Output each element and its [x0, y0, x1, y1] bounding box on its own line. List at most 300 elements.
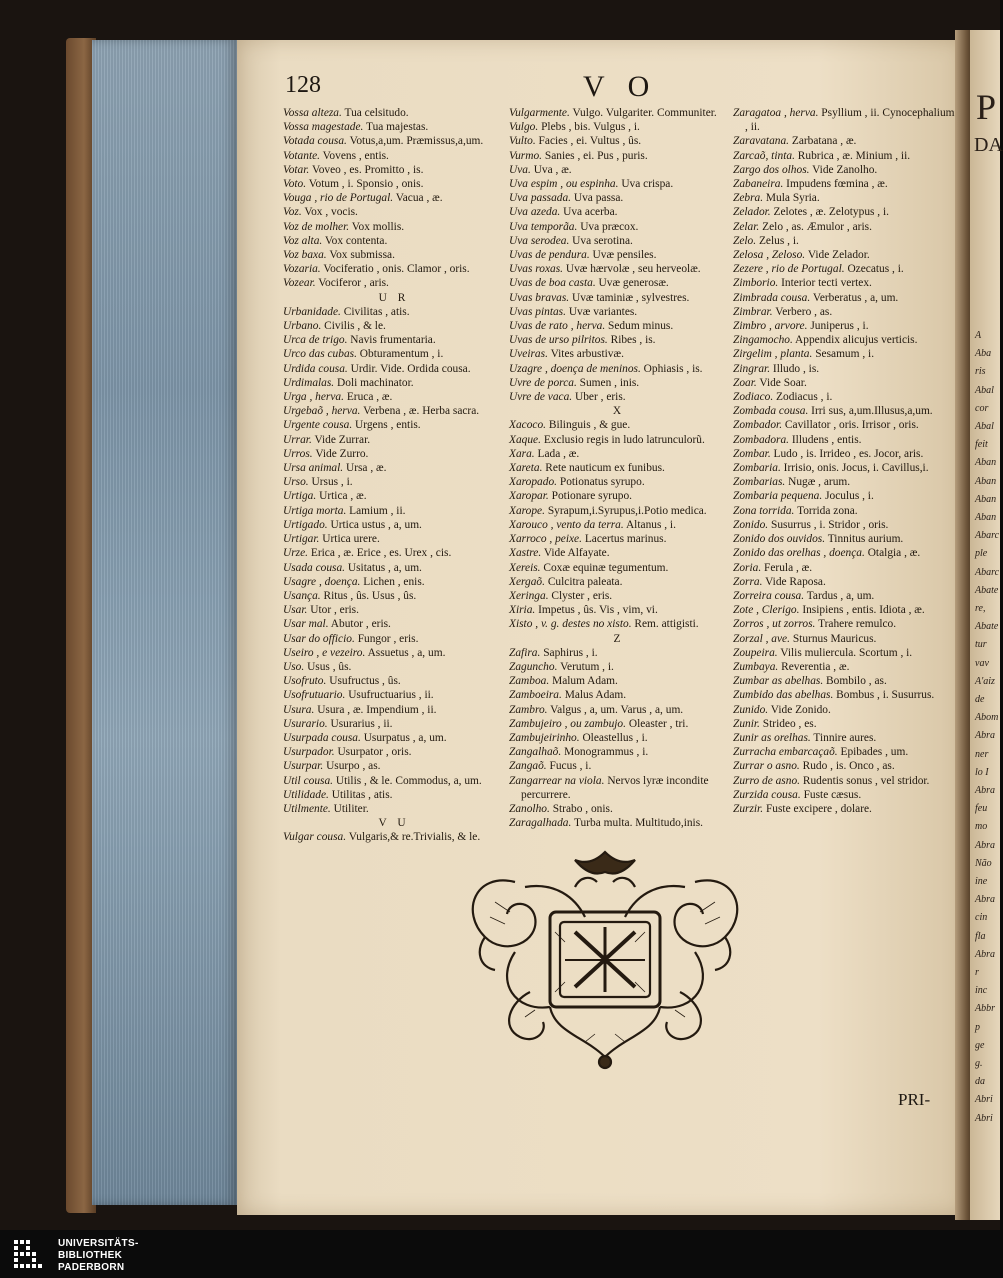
entry-headword: Uva azeda. — [509, 206, 561, 219]
entry-headword: Urtigado. — [283, 518, 328, 531]
entry-definition: Navis frumentaria. — [350, 334, 436, 347]
dictionary-entry — [283, 759, 505, 773]
entry-headword: Zurro de asno. — [733, 774, 800, 787]
entry-headword: Zumbido das abelhas. — [733, 689, 834, 702]
facing-page-line: Abal — [975, 421, 994, 432]
dictionary-entry — [283, 376, 505, 390]
entry-definition: Usura , æ. Impendium , ii. — [317, 703, 437, 716]
dictionary-entry — [509, 532, 729, 546]
entry-definition: Illudens , entis. — [791, 433, 862, 446]
library-logo-line: UNIVERSITÄTS- — [58, 1238, 139, 1249]
entry-definition: Ursa , æ. — [345, 462, 387, 475]
entry-headword: Urze. — [283, 547, 308, 560]
entry-definition: Malus Adam. — [564, 689, 627, 702]
entry-definition: Vox submissa. — [329, 249, 395, 262]
entry-headword: Zurzir. — [733, 802, 764, 815]
entry-headword: Usofruto. — [283, 675, 327, 688]
dictionary-entry — [283, 617, 505, 631]
entry-headword: Urdimalas. — [283, 376, 335, 389]
entry-headword: Uvas de rato , herva. — [509, 320, 606, 333]
entry-headword: Zumbar as abelhas. — [733, 675, 824, 688]
entry-headword: Xereis. — [509, 561, 541, 574]
entry-definition: Sumen , inis. — [579, 376, 640, 389]
facing-page-line: Não — [975, 857, 992, 869]
dictionary-entry — [733, 504, 955, 518]
entry-headword: Zebra. — [733, 192, 764, 205]
entry-definition: Usurarius , ii. — [330, 717, 393, 730]
entry-headword: Votada cousa. — [283, 135, 347, 148]
entry-definition: Urdir. Vide. Ordida cousa. — [350, 362, 471, 375]
entry-headword: Zorra. — [733, 575, 763, 588]
entry-definition: Vites arbustivæ. — [550, 348, 624, 361]
entry-definition: Usurpator , oris. — [337, 746, 412, 759]
dictionary-entry — [283, 603, 505, 617]
dictionary-entry — [733, 418, 955, 432]
dictionary-entry — [733, 802, 955, 816]
entry-definition: Tua celsitudo. — [344, 107, 409, 119]
entry-headword: Xaropado. — [509, 476, 557, 489]
facing-page-line: r — [975, 967, 979, 978]
entry-headword: Vulgar cousa. — [283, 831, 347, 844]
dictionary-entry — [733, 134, 955, 148]
entry-definition: Strideo , es. — [762, 717, 817, 730]
entry-headword: Usurpador. — [283, 746, 335, 759]
dictionary-entry — [733, 688, 955, 702]
entry-definition: Assuetus , a, um. — [367, 646, 446, 659]
entry-definition: Appendix alicujus verticis. — [795, 334, 918, 347]
library-logo — [12, 1238, 162, 1272]
entry-definition: Cavillator , oris. Irrisor , oris. — [784, 419, 919, 432]
facing-page-line: inc — [975, 985, 988, 997]
entry-headword: Zaragalhada. — [509, 817, 572, 830]
entry-headword: Zelador. — [733, 206, 771, 219]
entry-definition: Rudentis sonus , vel stridor. — [802, 774, 930, 787]
dictionary-column-1 — [283, 106, 505, 845]
dictionary-entry — [733, 518, 955, 532]
dictionary-entry — [283, 305, 505, 319]
dictionary-entry — [283, 120, 505, 134]
dictionary-entry — [509, 646, 729, 660]
entry-definition: Votum , i. Sponsio , onis. — [308, 178, 424, 191]
entry-headword: Xeringa. — [509, 589, 549, 602]
entry-definition: Ludo , is. Irrideo , es. Jocor, aris. — [773, 447, 924, 460]
entry-headword: Zombaria. — [733, 462, 781, 475]
entry-headword: Urtiga. — [283, 490, 317, 503]
entry-definition: Verutum , i. — [560, 660, 614, 673]
entry-definition: Irri sus, a,um.Illusus,a,um. — [811, 405, 933, 418]
entry-definition: Nervos lyræ incondite percurrere. — [521, 774, 709, 801]
entry-definition: Nugæ , arum. — [788, 476, 851, 489]
dictionary-entry — [733, 234, 955, 248]
dictionary-entry — [283, 205, 505, 219]
dictionary-entry — [283, 134, 505, 148]
entry-headword: Zafira. — [509, 646, 541, 659]
library-logo-line: PADERBORN — [58, 1262, 125, 1273]
entry-headword: Utilidade. — [283, 788, 329, 801]
entry-definition: Fungor , eris. — [357, 632, 419, 645]
dictionary-entry — [509, 575, 729, 589]
entry-definition: Obturamentum , i. — [359, 348, 444, 361]
dictionary-entry — [733, 603, 955, 617]
dictionary-entry — [509, 816, 729, 830]
dictionary-entry — [283, 518, 505, 532]
dictionary-entry — [733, 489, 955, 503]
facing-page-line: feu — [975, 803, 988, 815]
entry-headword: Ursa animal. — [283, 462, 344, 475]
entry-headword: Zingamocho. — [733, 334, 793, 347]
dictionary-entry — [509, 518, 729, 532]
facing-page-line: da — [975, 1076, 985, 1088]
entry-headword: Zorzal , ave. — [733, 632, 790, 645]
entry-headword: Utilmente. — [283, 802, 331, 815]
entry-headword: Zorreira cousa. — [733, 589, 805, 602]
dictionary-entry — [733, 759, 955, 773]
entry-headword: Zingrar. — [733, 362, 771, 375]
dictionary-entry — [509, 120, 729, 134]
dictionary-entry — [283, 660, 505, 674]
facing-page-line: Aban — [975, 512, 997, 523]
dictionary-entry — [733, 362, 955, 376]
entry-definition: Vilis muliercula. Scortum , i. — [780, 646, 913, 659]
entry-headword: Vulto. — [509, 135, 536, 148]
entry-definition: Doli machinator. — [337, 376, 414, 389]
entry-definition: Altanus , i. — [625, 518, 676, 531]
entry-headword: Uva serodea. — [509, 234, 570, 247]
dictionary-entry — [283, 632, 505, 646]
dictionary-entry — [283, 731, 505, 745]
page-number: 128 — [285, 72, 321, 98]
facing-page-line: Abarc — [975, 530, 1000, 542]
entry-definition: Potionare syrupo. — [551, 490, 632, 503]
dictionary-entry — [283, 717, 505, 731]
facing-page-line: Abra — [975, 894, 995, 906]
dictionary-entry — [283, 646, 505, 660]
entry-headword: Urros. — [283, 447, 313, 460]
entry-headword: Voz alta. — [283, 234, 323, 247]
facing-page-line: g. — [975, 1058, 983, 1069]
entry-headword: Uso. — [283, 660, 305, 673]
entry-definition: Voveo , es. Promitto , is. — [311, 163, 424, 176]
entry-headword: Uveiras. — [509, 348, 548, 361]
dictionary-entry — [733, 632, 955, 646]
entry-headword: Xara. — [509, 447, 535, 460]
entry-definition: Usufructus , ûs. — [329, 675, 401, 688]
dictionary-entry — [509, 291, 729, 305]
entry-headword: Uva temporãa. — [509, 220, 578, 233]
entry-definition: Rete nauticum ex funibus. — [545, 462, 665, 475]
entry-definition: Saphirus , i. — [543, 646, 598, 659]
dictionary-entry — [283, 390, 505, 404]
entry-headword: Zangaõ. — [509, 760, 547, 773]
entry-headword: Urgente cousa. — [283, 419, 353, 432]
dictionary-entry — [509, 376, 729, 390]
entry-definition: Zelotes , æ. Zelotypus , i. — [773, 206, 890, 219]
entry-definition: Usufructuarius , ii. — [348, 689, 434, 702]
dictionary-entry — [733, 461, 955, 475]
entry-definition: Usurpatus , a, um. — [363, 731, 447, 744]
entry-headword: Usança. — [283, 589, 321, 602]
dictionary-entry — [283, 191, 505, 205]
entry-headword: Zodiaco. — [733, 391, 774, 404]
dictionary-entry — [509, 305, 729, 319]
entry-definition: Zarbatana , æ. — [791, 135, 857, 148]
entry-headword: Zabaneira. — [733, 178, 784, 191]
entry-definition: Lada , æ. — [537, 447, 580, 460]
ornament-vignette — [455, 842, 755, 1072]
dictionary-entry — [509, 433, 729, 447]
entry-headword: Zombar. — [733, 447, 771, 460]
dictionary-entry — [509, 447, 729, 461]
entry-definition: Potionatus syrupo. — [559, 476, 645, 489]
dictionary-entry — [283, 774, 505, 788]
entry-definition: Uvæ pensiles. — [592, 249, 657, 262]
dictionary-entry — [733, 589, 955, 603]
entry-definition: Zelo , as. Æmulor , aris. — [762, 220, 872, 233]
entry-definition: Verbena , æ. Herba sacra. — [363, 405, 480, 418]
entry-headword: Urbano. — [283, 320, 322, 333]
entry-headword: Vossa magestade. — [283, 121, 364, 134]
dictionary-entry — [509, 617, 729, 631]
entry-headword: Zoar. — [733, 376, 757, 389]
dictionary-entry — [283, 688, 505, 702]
facing-page-line: Abal — [975, 384, 994, 396]
dictionary-entry — [733, 149, 955, 163]
entry-definition: Vox mollis. — [351, 220, 405, 233]
entry-headword: Zarcaõ, tinta. — [733, 149, 795, 162]
entry-headword: Zelar. — [733, 220, 760, 233]
dictionary-entry — [283, 234, 505, 248]
dictionary-entry — [283, 703, 505, 717]
dictionary-entry — [733, 575, 955, 589]
entry-definition: Valgus , a, um. Varus , a, um. — [550, 703, 684, 716]
dictionary-entry — [733, 376, 955, 390]
dictionary-entry — [283, 461, 505, 475]
entry-definition: Sesamum , i. — [815, 348, 875, 361]
entry-headword: Urdida cousa. — [283, 362, 348, 375]
entry-headword: Util cousa. — [283, 774, 333, 787]
entry-headword: Zombaria pequena. — [733, 490, 823, 503]
facing-page-line: Aban — [975, 457, 997, 469]
facing-page-line: A'aiz — [975, 675, 995, 687]
entry-headword: Zimbrar. — [733, 305, 773, 318]
dictionary-entry — [733, 703, 955, 717]
entry-definition: Vide Soar. — [759, 376, 807, 389]
dictionary-entry — [733, 617, 955, 631]
dictionary-entry — [733, 163, 955, 177]
entry-headword: Zambro. — [509, 703, 548, 716]
facing-page-line: ner — [975, 748, 989, 760]
entry-definition: Trahere remulco. — [818, 618, 897, 631]
entry-headword: Uvre de vaca. — [509, 391, 573, 404]
dictionary-entry — [509, 504, 729, 518]
dictionary-entry — [733, 674, 955, 688]
entry-headword: Urbanidade. — [283, 305, 341, 318]
dictionary-entry — [283, 248, 505, 262]
entry-headword: Xaque. — [509, 433, 541, 446]
dictionary-entry — [509, 205, 729, 219]
dictionary-entry — [283, 177, 505, 191]
dictionary-entry — [283, 319, 505, 333]
dictionary-entry — [733, 106, 955, 134]
dictionary-entry — [733, 220, 955, 234]
entry-headword: Usar. — [283, 604, 308, 617]
entry-definition: Vociferor , aris. — [318, 277, 389, 290]
entry-definition: Utor , eris. — [310, 604, 359, 617]
facing-page-line: Aban — [975, 475, 997, 487]
entry-definition: Vacua , æ. — [395, 192, 443, 205]
entry-headword: Zombarias. — [733, 476, 786, 489]
entry-definition: Oleaster , tri. — [628, 717, 689, 730]
entry-headword: Uva espim , ou espinha. — [509, 178, 619, 191]
dictionary-entry — [733, 177, 955, 191]
facing-page-line: A — [975, 330, 982, 341]
entry-definition: Uber , eris. — [575, 391, 626, 404]
dictionary-entry — [509, 106, 729, 120]
entry-definition: Epibades , um. — [840, 746, 909, 759]
entry-definition: Zodiacus , i. — [776, 391, 833, 404]
dictionary-entry — [283, 532, 505, 546]
entry-definition: Clyster , eris. — [551, 589, 613, 602]
entry-definition: Vide Zanolho. — [812, 163, 878, 176]
dictionary-entry — [733, 475, 955, 489]
dictionary-entry — [509, 561, 729, 575]
dictionary-entry — [509, 475, 729, 489]
dictionary-entry — [733, 347, 955, 361]
entry-definition: Verbero , as. — [775, 305, 833, 318]
entry-definition: Rudo , is. Onco , as. — [802, 760, 895, 773]
dictionary-entry — [733, 333, 955, 347]
entry-definition: Vox , vocis. — [304, 206, 358, 219]
entry-headword: Zaguncho. — [509, 660, 558, 673]
dictionary-entry — [283, 802, 505, 816]
section-letter: X — [612, 405, 626, 418]
entry-definition: Utiliter. — [333, 802, 369, 815]
facing-page-line: Abra — [975, 948, 995, 960]
dictionary-entry — [509, 589, 729, 603]
entry-definition: Impetus , ûs. Vis , vim, vi. — [538, 604, 658, 617]
library-logo-line: BIBLIOTHEK — [58, 1250, 123, 1261]
entry-headword: Vossa alteza. — [283, 107, 342, 119]
entry-definition: Vide Zurrar. — [314, 433, 371, 446]
entry-headword: Uvas de pendura. — [509, 249, 590, 262]
dictionary-entry — [733, 731, 955, 745]
entry-headword: Voz baxa. — [283, 249, 327, 262]
entry-headword: Urga , herva. — [283, 391, 344, 404]
entry-definition: Bombilo , as. — [826, 675, 887, 688]
entry-definition: Uva serotina. — [572, 234, 633, 247]
entry-headword: Zamboeira. — [509, 689, 562, 702]
entry-headword: Xaropar. — [509, 490, 549, 503]
entry-definition: Uva acerba. — [563, 206, 618, 219]
dictionary-entry — [283, 745, 505, 759]
dictionary-entry — [283, 674, 505, 688]
dictionary-entry — [509, 149, 729, 163]
entry-headword: Usada cousa. — [283, 561, 346, 574]
facing-page-heading: DA — [974, 134, 1003, 156]
entry-definition: Rem. attigisti. — [634, 618, 699, 631]
dictionary-entry — [509, 134, 729, 148]
dictionary-entry — [733, 447, 955, 461]
section-letter: U R — [378, 291, 410, 304]
entry-definition: Utilis , & le. Commodus, a, um. — [335, 774, 482, 787]
entry-definition: Susurrus , i. Stridor , oris. — [771, 518, 889, 531]
entry-definition: Psyllium , ii. Cynocephalium , ii. — [745, 107, 955, 134]
entry-definition: Vociferatio , onis. Clamor , oris. — [323, 263, 470, 276]
entry-definition: Zelus , i. — [758, 234, 799, 247]
entry-headword: Zamboa. — [509, 675, 550, 688]
entry-definition: Ferula , æ. — [764, 561, 813, 574]
library-logo-text — [58, 1238, 139, 1274]
entry-headword: Usar do officio. — [283, 632, 355, 645]
entry-headword: Zombada cousa. — [733, 405, 809, 418]
entry-headword: Usura. — [283, 703, 315, 716]
entry-definition: Bilinguis , & gue. — [548, 419, 631, 432]
dictionary-entry — [509, 774, 729, 802]
entry-headword: Vulgarmente. — [509, 107, 570, 119]
entry-headword: Urtiga morta. — [283, 504, 347, 517]
entry-headword: Zombador. — [733, 419, 783, 432]
entry-definition: Tua majestas. — [366, 121, 429, 134]
entry-headword: Vouga , rio de Portugal. — [283, 192, 394, 205]
dictionary-entry — [283, 362, 505, 376]
dictionary-entry — [509, 603, 729, 617]
entry-headword: Urco das cubas. — [283, 348, 357, 361]
entry-definition: Uva crispa. — [621, 178, 674, 191]
dictionary-entry — [509, 347, 729, 361]
entry-definition: Torrida zona. — [797, 504, 858, 517]
dictionary-entry — [733, 561, 955, 575]
entry-definition: Urtica , æ. — [319, 490, 367, 503]
entry-headword: Zurrar o asno. — [733, 760, 800, 773]
dictionary-entry — [733, 248, 955, 262]
section-letter: Z — [613, 632, 625, 645]
entry-headword: Uvas de boa casta. — [509, 277, 596, 290]
entry-definition: Uva præcox. — [580, 220, 639, 233]
library-logo-icon — [12, 1238, 50, 1274]
entry-headword: Zangarrear na viola. — [509, 774, 605, 787]
facing-page-line: ple — [975, 548, 988, 560]
entry-definition: Usus , ûs. — [307, 660, 352, 673]
dictionary-entry — [733, 291, 955, 305]
entry-headword: Uvas de urso pilritos. — [509, 334, 608, 347]
dictionary-entry — [509, 248, 729, 262]
entry-headword: Xastre. — [509, 547, 542, 560]
facing-page-line: Abri — [975, 1112, 993, 1124]
dictionary-entry — [283, 504, 505, 518]
entry-definition: Strabo , onis. — [552, 802, 613, 815]
dictionary-entry — [283, 262, 505, 276]
facing-page-line: cor — [975, 402, 989, 414]
entry-headword: Usagre , doença. — [283, 575, 361, 588]
dictionary-entry — [283, 561, 505, 575]
entry-headword: Zirgelim , planta. — [733, 348, 813, 361]
entry-headword: Vozear. — [283, 277, 316, 290]
entry-definition: Tardus , a, um. — [806, 589, 875, 602]
entry-headword: Usurpada cousa. — [283, 731, 361, 744]
entry-headword: Zorros , ut zorros. — [733, 618, 816, 631]
dictionary-entry — [509, 390, 729, 404]
dictionary-entry — [509, 745, 729, 759]
entry-definition: Bombus , i. Susurrus. — [836, 689, 935, 702]
dictionary-entry — [283, 788, 505, 802]
dictionary-entry — [509, 703, 729, 717]
facing-page-fragment — [970, 30, 1003, 1220]
entry-headword: Zaragatoa , herva. — [733, 107, 819, 119]
entry-headword: Xarope. — [509, 504, 545, 517]
dictionary-entry — [509, 489, 729, 503]
catchword: PRI- — [898, 1090, 931, 1109]
dictionary-entry — [509, 262, 729, 276]
